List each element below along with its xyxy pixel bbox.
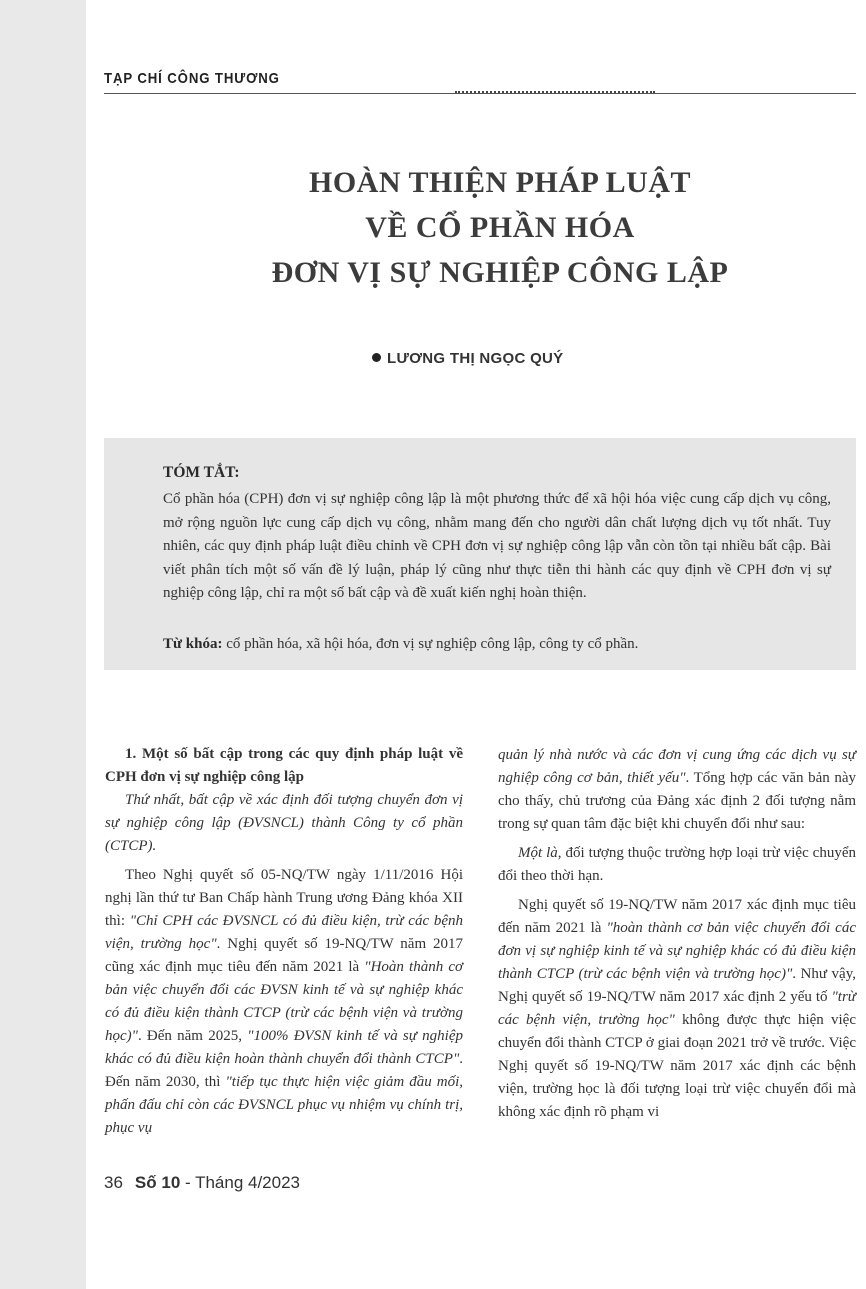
keywords-label: Từ khóa:: [163, 636, 223, 652]
text-run: . Như vậy, Nghị quyết số 19-NQ/TW năm 2017 xác định 2 yếu tố: [498, 966, 856, 1005]
title-line-2: VỀ CỔ PHẦN HÓA: [365, 211, 635, 244]
quote-run: "100% ĐVSN kinh tế và sự nghiệp khác có đủ điều kiện hoàn thành chuyển đổi thành CTCP": [105, 1028, 463, 1067]
quote-run: "trừ các bệnh viện, trường học": [498, 989, 856, 1028]
paragraph-first-issue: [105, 789, 463, 858]
quote-run: "tiếp tục thực hiện việc giảm đầu mối, phấn đấu chỉ còn các ĐVSNCL phục vụ nhiệm vụ chính trị, phục vụ: [105, 1074, 463, 1136]
text-run: . Đến năm 2025,: [137, 1028, 248, 1044]
quote-run: "hoàn thành cơ bản việc chuyển đổi các đơn vị sự nghiệp kinh tế và sự nghiệp khác có đủ điều kiện thành CTCP (trừ các bệnh viện và trường học)": [498, 920, 856, 982]
quote-run: "Hoàn thành cơ bản việc chuyển đổi các ĐVSN kinh tế và sự nghiệp khác có đủ điều kiện thành CTCP (trừ các bệnh viện và trường học)": [105, 959, 463, 1044]
left-margin-strip: [0, 0, 86, 1289]
article-title: [150, 160, 850, 295]
keywords: [163, 633, 831, 656]
author-line: [372, 350, 563, 367]
page-footer: [104, 1173, 300, 1193]
header-rule: [104, 93, 856, 94]
body-column-right: [498, 744, 856, 1124]
paragraph-resolutions: [105, 864, 463, 1140]
quote-run: quản lý nhà nước và các đơn vị cung ứng các dịch vụ sự nghiệp công cơ bản, thiết yếu": [498, 747, 856, 786]
bullet-icon: [372, 353, 381, 362]
journal-name: TẠP CHÍ CÔNG THƯƠNG: [104, 70, 280, 87]
paragraph-continued: [498, 744, 856, 836]
text-run: không được thực hiện việc chuyển đổi thành CTCP ở giai đoạn 2021 trở về trước. Việc Nghị quyết số 19-NQ/TW năm 2017 xác định các bệnh viện, trường học là đối tượng loại trừ việc chuyển đổi mà không xác định rõ phạm vi: [498, 1012, 856, 1120]
page-number: 36: [104, 1173, 123, 1192]
header-dotted-rule: [455, 91, 655, 93]
italic-text: Thứ nhất, bất cập về xác định đối tượng chuyển đơn vị sự nghiệp công lập (ĐVSNCL) thành Công ty cổ phần (CTCP).: [105, 792, 463, 854]
quote-run: "Chỉ CPH các ĐVSNCL có đủ điều kiện, trừ các bệnh viện, trường học": [105, 913, 463, 952]
paragraph-resolution-19: [498, 894, 856, 1124]
text-run: Theo Nghị quyết số 05-NQ/TW ngày 1/11/2016 Hội nghị lần thứ tư Ban Chấp hành Trung ương Đảng khóa XII thì:: [105, 867, 463, 929]
title-line-1: HOÀN THIỆN PHÁP LUẬT: [309, 166, 691, 199]
abstract-text: [163, 488, 831, 606]
abstract-paragraph: Cổ phần hóa (CPH) đơn vị sự nghiệp công lập là một phương thức để xã hội hóa việc cung cấp dịch vụ công, mở rộng nguồn lực cung cấp dịch vụ công, nhằm mang đến cho người dân chất lượng dịch vụ tốt nhất. Tuy nhiên, các quy định pháp luật điều chỉnh về CPH đơn vị sự nghiệp công lập vẫn còn tồn tại nhiều bất cập. Bài viết phân tích một số vấn đề lý luận, pháp lý cũng như thực tiễn thi hành các quy định về CPH đơn vị sự nghiệp công lập, chỉ ra một số bất cập và đề xuất kiến nghị hoàn thiện.: [163, 491, 831, 601]
text-run: Nghị quyết số 19-NQ/TW năm 2017 xác định mục tiêu đến năm 2021 là: [498, 897, 856, 936]
italic-text: Một là: [518, 845, 558, 861]
issue-number: Số 10: [134, 1173, 181, 1192]
abstract-label: TÓM TẮT:: [163, 464, 240, 481]
author-name: LƯƠNG THỊ NGỌC QUÝ: [387, 350, 564, 367]
section-heading: 1. Một số bất cập trong các quy định pháp luật về CPH đơn vị sự nghiệp công lập: [105, 746, 463, 785]
title-line-3: ĐƠN VỊ SỰ NGHIỆP CÔNG LẬP: [271, 256, 729, 289]
text-run: . Đến năm 2030, thì: [105, 1051, 463, 1090]
body-column-left: [105, 743, 463, 1140]
paragraph-first-object: [498, 842, 856, 888]
text-run: , đối tượng thuộc trường hợp loại trừ việc chuyển đổi theo thời hạn.: [498, 845, 856, 884]
keywords-list: cổ phần hóa, xã hội hóa, đơn vị sự nghiệp công lập, công ty cổ phần.: [222, 636, 639, 652]
text-run: . Nghị quyết số 19-NQ/TW năm 2017 cũng xác định mục tiêu đến năm 2021 là: [105, 936, 463, 975]
issue-date: - Tháng 4/2023: [180, 1173, 301, 1192]
text-run: . Tổng hợp các văn bản này cho thấy, chủ trương của Đảng xác định 2 đối tượng nằm trong sự quan tâm đặc biệt khi chuyển đổi như sau:: [498, 770, 857, 832]
